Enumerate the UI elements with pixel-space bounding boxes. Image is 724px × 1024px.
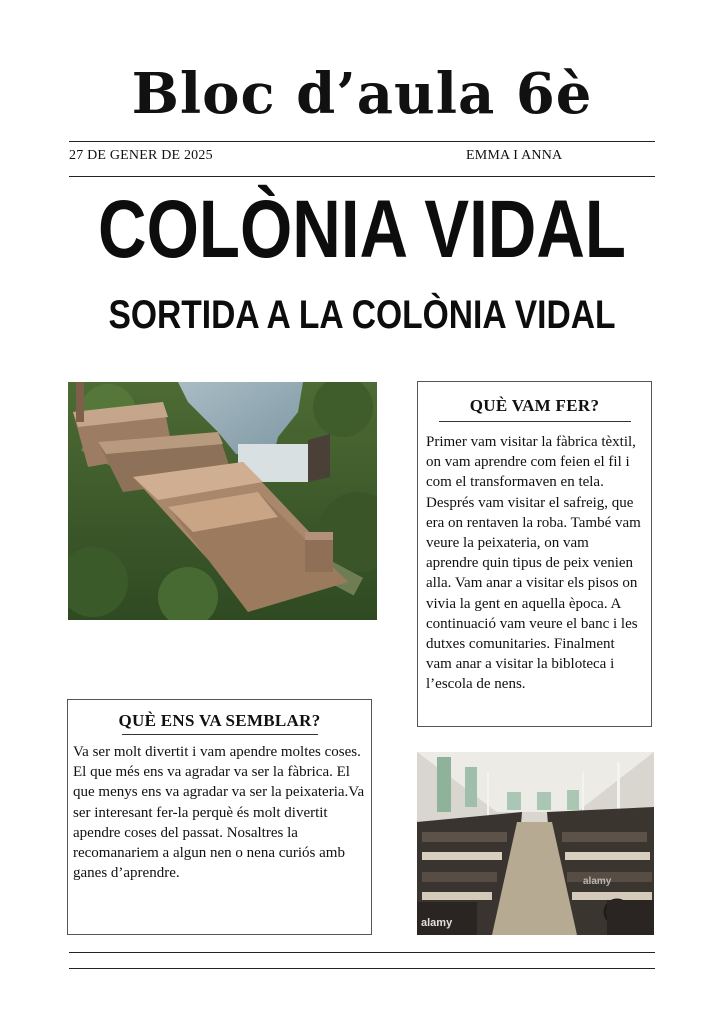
interior-photo: [417, 752, 654, 935]
subheadline: SORTIDA A LA COLÒNIA VIDAL: [108, 293, 616, 337]
masthead-title: Bloc d’aula 6è: [131, 61, 593, 127]
aerial-photo: [68, 382, 377, 620]
opinion-text: Va ser molt divertit i vam apendre moltes coses. El que més ens va agradar va ser la fàbrica. El que menys ens va agradar va ser la peixateria.Va ser interesant fer-la perquè és molt divertit apendre coses del passat. Nosaltres la recomanariem a algun nen o nena curiós amb ganes d’aprendre.: [73, 744, 365, 882]
authors: EMMA I ANNA: [466, 148, 563, 163]
bottom-rule-2: [69, 968, 655, 969]
what-we-did-title: QUÈ VAM FER?: [469, 396, 600, 415]
bottom-rule-1: [69, 952, 655, 953]
opinion-title: QUÈ ENS VA SEMBLAR?: [118, 711, 321, 730]
opinion-box: [67, 699, 372, 935]
what-we-did-text: Primer vam visitar la fàbrica tèxtil, on vam aprendre com feien el fil i com el transformaven en tela. Després vam visitar el safreig, que era on rentaven la roba. També vam veure la peixateria, on vam aprendre quin tipus de peix venien alla. Vam anar a visitar els pisos on vivia la gent en aquella època. A continuació vam veure el banc i les dutxes comunitaries. Finalment vam anar a visitar la bibloteca i l’escola de nens.: [426, 434, 641, 693]
date-rule: [69, 176, 655, 177]
photo-factory-looms-icon: [417, 752, 654, 935]
publication-date: 27 DE GENER DE 2025: [69, 148, 213, 163]
alamy-watermark: alamy: [583, 876, 612, 887]
top-rule: [69, 141, 655, 142]
what-we-did-box: [417, 381, 652, 727]
headline: COLÒNIA VIDAL: [98, 184, 626, 275]
aerial-photo-factory-icon: [68, 382, 377, 620]
alamy-watermark-small: alamy: [421, 917, 453, 929]
